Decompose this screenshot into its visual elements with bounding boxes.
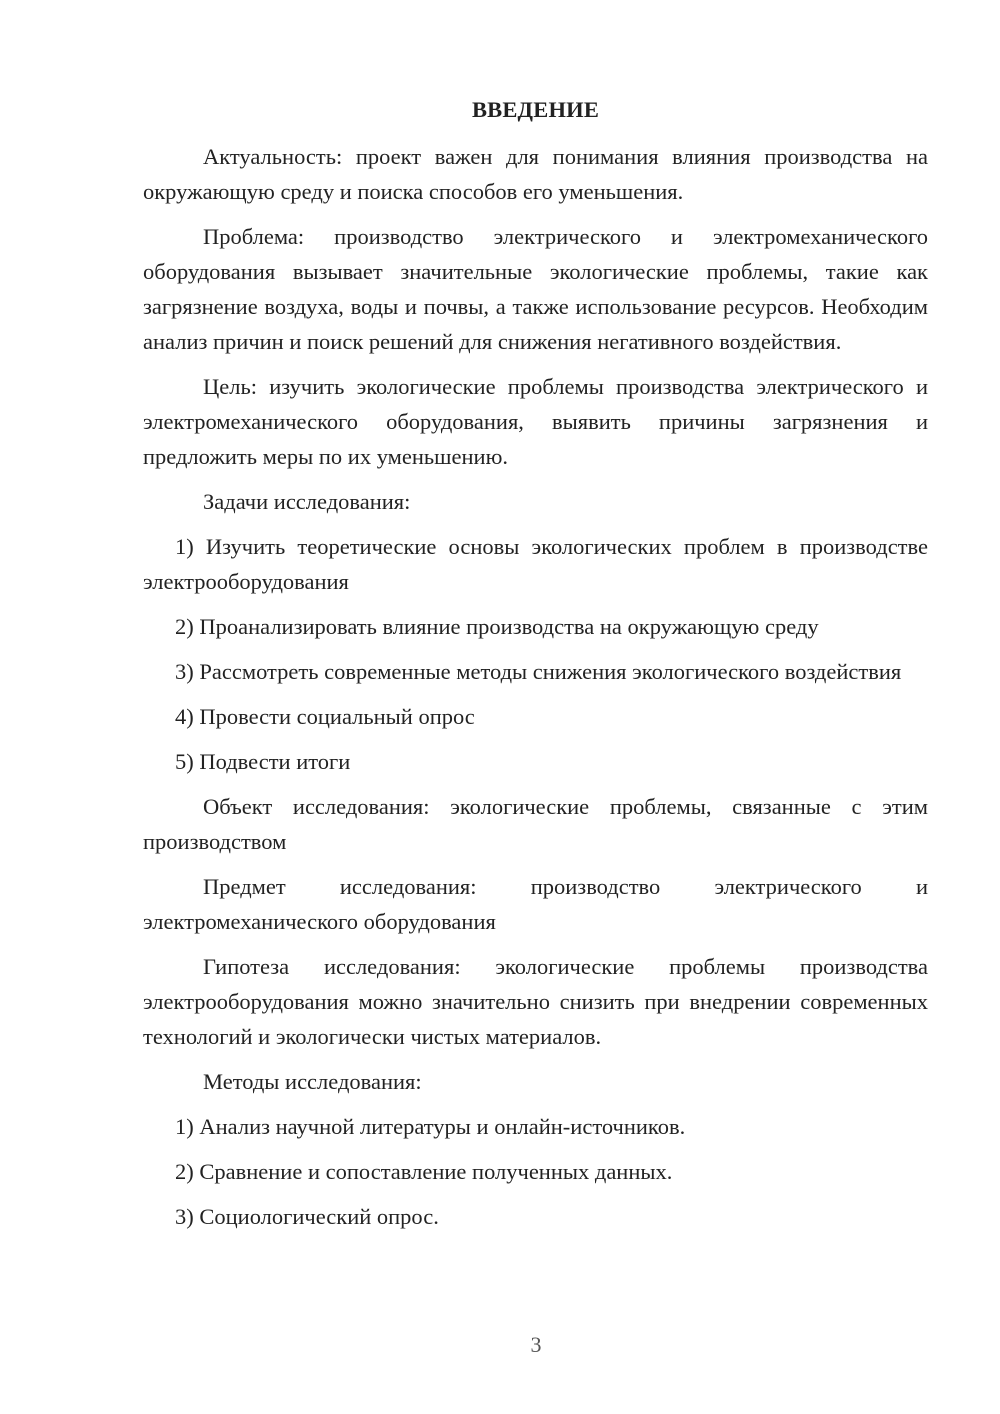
task-item: 1) Изучить теоретические основы экологических проблем в производстве электрооборудования [143,534,928,594]
problem-paragraph: Проблема: производство электрического и электромеханического оборудования вызывает значительные экологические проблемы, такие как загрязнение воздуха, воды и почвы, а также использование ресурсов. Необходим анализ причин и поиск решений для снижения негативного воздействия. [143,224,928,354]
goal-paragraph: Цель: изучить экологические проблемы производства электрического и электромеханического оборудования, выявить причины загрязнения и предложить меры по их уменьшению. [143,374,928,469]
task-item: 2) Проанализировать влияние производства на окружающую среду [175,614,819,639]
page-number: 3 [530,1332,542,1357]
task-item: 4) Провести социальный опрос [175,704,475,729]
tasks-heading: Задачи исследования: [203,489,411,514]
task-item: 5) Подвести итоги [175,749,351,774]
methods-heading: Методы исследования: [203,1069,422,1094]
relevance-paragraph: Актуальность: проект важен для понимания влияния производства на окружающую среду и поиска способов его уменьшения. [143,144,928,204]
task-item: 3) Рассмотреть современные методы снижения экологического воздействия [175,659,902,684]
method-item: 3) Социологический опрос. [175,1204,439,1229]
method-item: 1) Анализ научной литературы и онлайн-источников. [175,1114,686,1139]
page-title: ВВЕДЕНИЕ [471,97,600,122]
method-item: 2) Сравнение и сопоставление полученных данных. [175,1159,673,1184]
hypothesis-paragraph: Гипотеза исследования: экологические проблемы производства электрооборудования можно значительно снизить при внедрении современных технологий и экологически чистых материалов. [143,954,928,1049]
subject-paragraph: Предмет исследования: производство электрического и электромеханического оборудования [143,874,928,934]
document-page [143,92,928,1244]
object-paragraph: Объект исследования: экологические проблемы, связанные с этим производством [143,794,928,854]
